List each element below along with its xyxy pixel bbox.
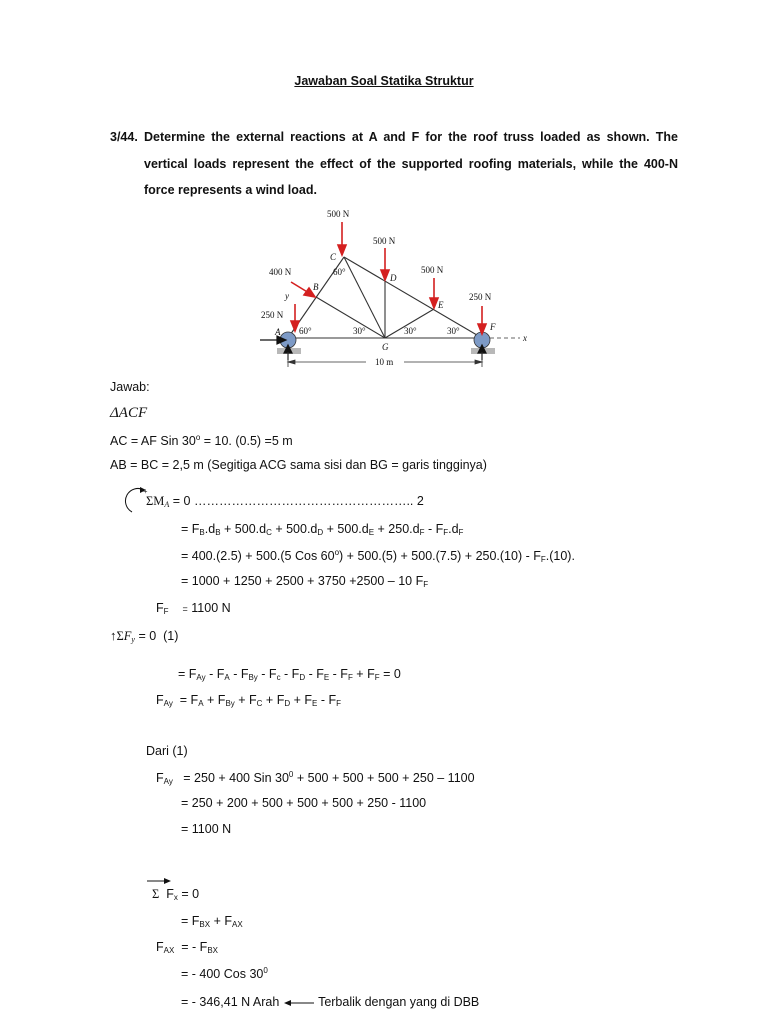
span-label: 10 m [375, 357, 394, 367]
node-d: D [390, 273, 397, 283]
left-arrow-icon [283, 999, 315, 1007]
moment-header [146, 494, 424, 509]
angle-30-3: 30° [447, 326, 460, 336]
sum-symbol: ΣM [146, 494, 165, 508]
label-500n-c: 500 N [327, 209, 350, 219]
moment-line-3: = 1000 + 1250 + 2500 + 3750 +2500 – 10 $F_F$ [181, 574, 429, 589]
svg-text:+: + [143, 487, 148, 496]
fx-arrow-icon [146, 876, 172, 886]
node-f: F [490, 322, 496, 332]
node-c: C [330, 252, 337, 262]
moment-line-2: = 400.(2.5) + 500.(5 Cos $60^o) + 500.(5) + 500.(7.5) + 250.(10) - F_F.(10)$. [181, 548, 575, 564]
ac-line: AC = AF Sin $30^o = 10$. (0.5) =5 m [110, 433, 293, 448]
node-a: A [275, 327, 281, 337]
angle-60-left: 60° [299, 326, 312, 336]
dari-label: Dari (1) [146, 744, 188, 758]
fy-line-1: = $F_{Ay} - F_A - F_{By} - F_c - F_D - F_E - F_F + F_F = 0$ [178, 667, 401, 682]
ab-line: AB = BC = 2,5 m (Segitiga ACG sama sisi dan BG = garis tingginya) [110, 458, 487, 472]
moment-result: $F_F = 1100$ N [156, 601, 231, 616]
fx-line-4-note: Terbalik dengan yang di DBB [318, 995, 480, 1009]
moment-header-rest: = 0 …………………………………………….. 2 [172, 494, 424, 508]
truss-figure [255, 205, 535, 372]
fx-line-4 [181, 995, 479, 1009]
label-500n-e: 500 N [421, 265, 444, 275]
axis-y: y [285, 291, 289, 301]
angle-30-1: 30° [353, 326, 366, 336]
fy-header: $↑\Sigma F_y = 0$ (1) [110, 628, 179, 644]
fy-line-2: $F_{Ay} = F_A + F_{By} + F_C + F_D + F_E - F_F$ [156, 693, 341, 708]
fx-line-2: $F_{AX}$ = - $F_{BX}$ [156, 940, 218, 955]
label-250n-right: 250 N [469, 292, 492, 302]
node-g: G [382, 342, 389, 352]
label-400n: 400 N [269, 267, 292, 277]
dari-line-3: = 1100 N [181, 822, 232, 836]
angle-30-2: 30° [404, 326, 417, 336]
node-b: B [313, 282, 319, 292]
node-e: E [438, 300, 444, 310]
jawab-label: Jawab: [110, 380, 150, 394]
dari-line-2: = 250 + 200 + 500 + 500 + 500 + 250 - 1100 [181, 796, 427, 810]
label-500n-d: 500 N [373, 236, 396, 246]
axis-x: x [523, 333, 527, 343]
moment-line-1: = $F_B.d_B + 500.d_C + 500.d_D + 500.d_E + 250.d_F - F_F.d_F$ [181, 522, 464, 537]
fx-header: Σ $F_x = 0$ [152, 887, 200, 902]
angle-60-top: 60° [333, 267, 346, 277]
fx-line-3: = - 400 Cos $30^0$ [181, 966, 268, 981]
problem-text: Determine the external reactions at A and F for the roof truss loaded as shown. The vertical loads represent the effect of the supported roofing materials, while the 400-N force represents a wind load. [144, 130, 678, 197]
problem-number: 3/44. [110, 130, 138, 144]
fx-line-1: = $F_{BX} + F_{AX}$ [181, 914, 243, 929]
problem-statement [110, 124, 678, 204]
fx-line-4-value: = - 346,41 N Arah [181, 995, 280, 1009]
moment-subscript: A [164, 500, 170, 509]
label-250n-left: 250 N [261, 310, 284, 320]
page-title: Jawaban Soal Statika Struktur [294, 74, 474, 88]
dari-line-1: $F_{Ay} = 250 + 400$ Sin $30^0 + 500 + 500 + 500 + 250 - 1100$ [156, 770, 475, 786]
triangle-label: ΔACF [110, 405, 148, 421]
